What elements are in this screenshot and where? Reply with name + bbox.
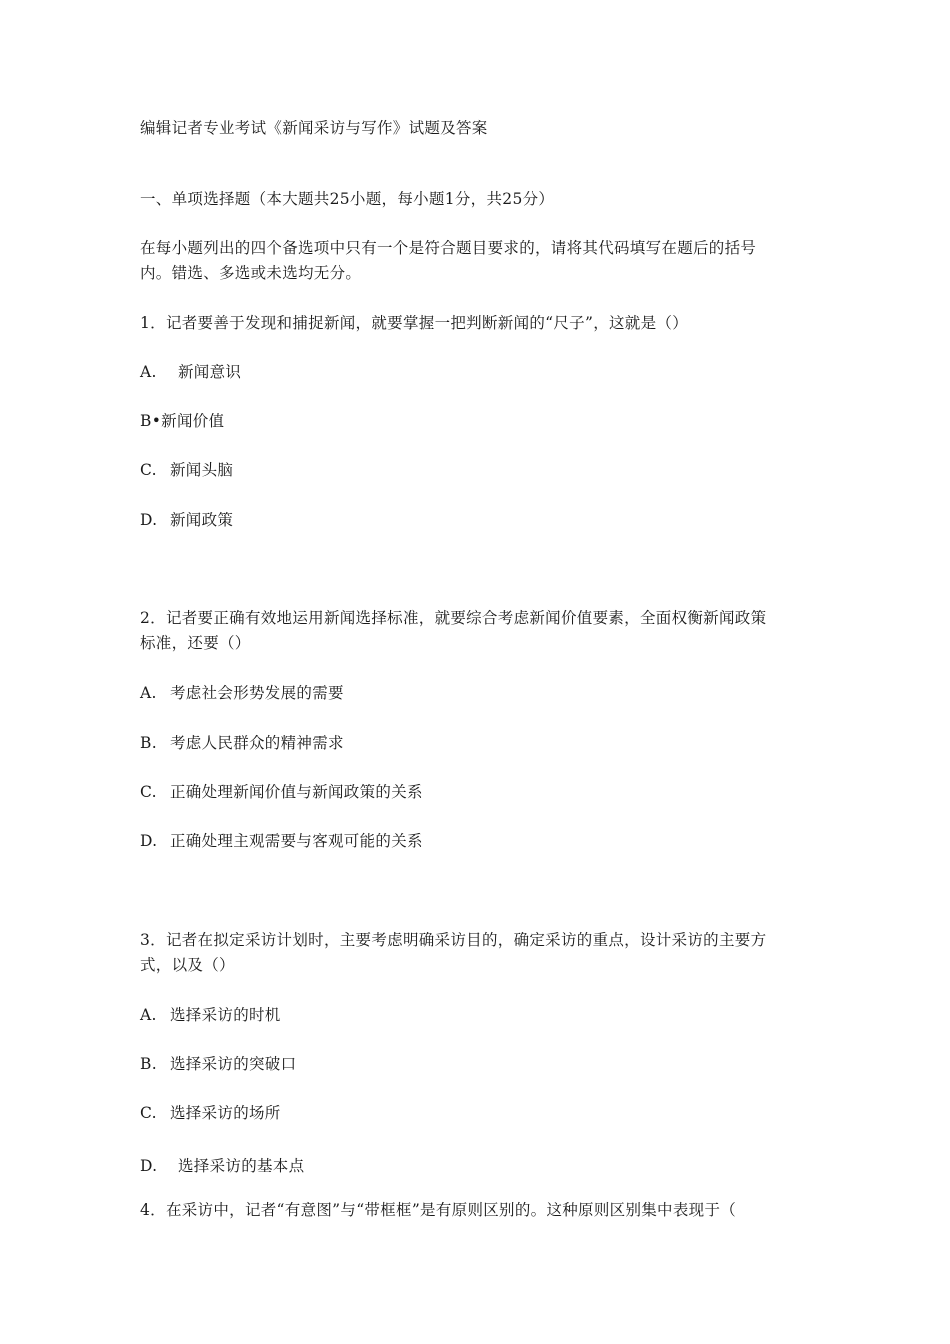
question-3-option-a [140,1003,820,1028]
option-text: 正确处理主观需要与客观可能的关系 [170,832,423,850]
question-2-stem-line-1: 2．记者要正确有效地运用新闻选择标准，就要综合考虑新闻价值要素，全面权衡新闻政策 [140,609,767,627]
question-2-option-d [140,829,820,854]
option-label: D. [140,1157,158,1175]
option-text: 选择采访的时机 [170,1006,281,1024]
option-label: B. [140,1055,157,1073]
question-1-option-c [140,458,820,483]
section-heading: 一、单项选择题（本大题共25小题，每小题1分，共25分） [140,190,555,208]
instructions-line-1: 在每小题列出的四个备选项中只有一个是符合题目要求的，请将其代码填写在题后的括号 [140,239,757,257]
option-text: 考虑人民群众的精神需求 [170,734,344,752]
option-label: A. [140,363,157,381]
option-text: 正确处理新闻价值与新闻政策的关系 [170,783,423,801]
option-text: 新闻头脑 [170,461,234,479]
option-label: C. [140,461,157,479]
question-1-stem: 1．记者要善于发现和捕捉新闻，就要掌握一把判断新闻的“尺子”，这就是（） [140,314,689,332]
option-text: 考虑社会形势发展的需要 [170,684,344,702]
option-label: A. [140,1006,157,1024]
option-text: 新闻政策 [170,511,234,529]
question-2-option-c [140,780,820,805]
option-label: C. [140,1104,157,1122]
option-text: 新闻价值 [161,412,225,430]
option-label: A. [140,684,157,702]
question-3-option-b [140,1052,820,1077]
document-title: 编辑记者专业考试《新闻采访与写作》试题及答案 [140,119,488,137]
question-1-option-d [140,508,820,533]
question-1-option-a [140,360,820,385]
question-2-option-b [140,731,820,756]
instructions-line-2: 内。错选、多选或未选均无分。 [140,264,362,282]
option-label: B. [140,734,157,752]
option-text: 新闻意识 [178,363,242,381]
question-4-stem: 4．在采访中，记者“有意图”与“带框框”是有原则区别的。这种原则区别集中表现于（ [140,1201,737,1219]
question-2-option-a [140,681,820,706]
option-text: 选择采访的场所 [170,1104,281,1122]
question-3-option-d [140,1154,820,1179]
question-3-stem-line-2: 式，以及（） [140,956,235,974]
question-3-stem-line-1: 3．记者在拟定采访计划时，主要考虑明确采访目的，确定采访的重点，设计采访的主要方 [140,931,767,949]
option-text: 选择采访的突破口 [170,1055,297,1073]
option-text: 选择采访的基本点 [178,1157,305,1175]
question-1-option-b [140,409,820,434]
question-2-stem-line-2: 标准，还要（） [140,634,251,652]
question-3-option-c [140,1101,820,1126]
option-label: C. [140,783,157,801]
option-label: D. [140,511,158,529]
option-label: B• [140,412,162,430]
option-label: D. [140,832,158,850]
